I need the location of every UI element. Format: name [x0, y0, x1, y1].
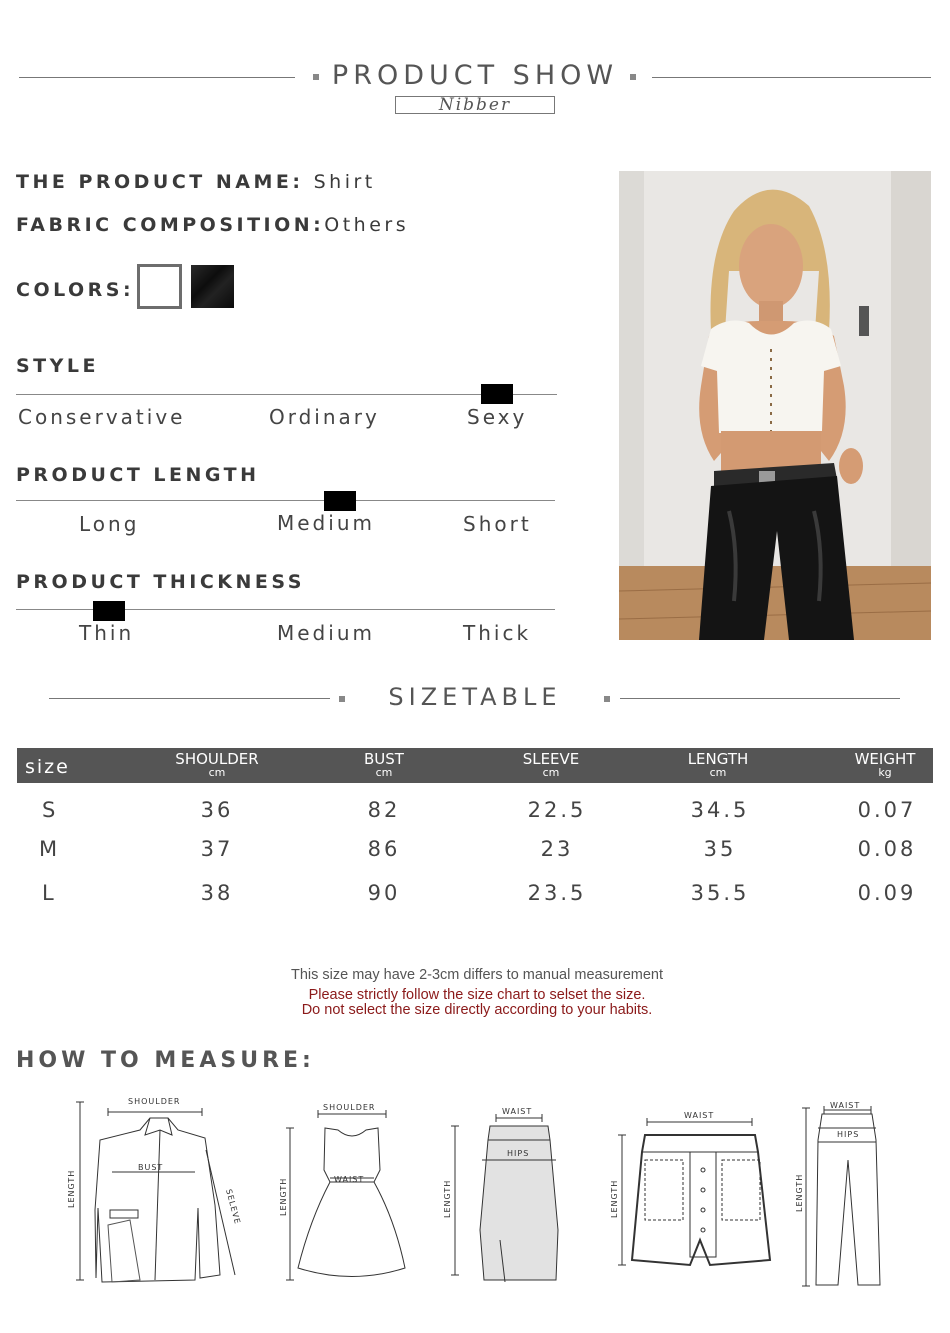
col-shoulder-name: SHOULDER — [175, 750, 259, 768]
how-to-measure-title: HOW TO MEASURE: — [16, 1048, 315, 1073]
style-selected-marker — [481, 384, 513, 404]
label-shoulder-dress: SHOULDER — [323, 1103, 376, 1112]
length-option-long: Long — [79, 512, 140, 536]
size-column-header: size — [25, 756, 70, 778]
cell-m-bust: 86 — [367, 837, 401, 861]
header-rule-right — [652, 77, 931, 78]
col-sleeve-unit: cm — [542, 766, 560, 779]
fabric-label: FABRIC COMPOSITION: — [16, 214, 325, 236]
cell-m-shoulder: 37 — [200, 837, 234, 861]
header-dot-right — [630, 74, 636, 80]
label-hips-skirt: HIPS — [507, 1149, 530, 1158]
thickness-option-medium: Medium — [277, 621, 375, 645]
label-length-shorts: LENGTH — [610, 1179, 619, 1218]
label-length-dress: LENGTH — [279, 1177, 288, 1216]
cell-l-bust: 90 — [367, 881, 401, 905]
cell-s-weight: 0.07 — [857, 798, 917, 822]
product-name-value: Shirt — [313, 171, 376, 193]
label-length-pants: LENGTH — [795, 1173, 804, 1212]
row-size-l: L — [42, 881, 54, 905]
size-table-header — [17, 748, 933, 783]
length-label: PRODUCT LENGTH — [16, 464, 260, 486]
size-warning — [0, 988, 950, 1018]
label-hips-pants: HIPS — [837, 1130, 860, 1139]
page-title: PRODUCT SHOW — [331, 60, 619, 91]
color-swatch-black[interactable] — [191, 265, 234, 308]
label-length-jacket: LENGTH — [67, 1169, 76, 1208]
length-option-short: Short — [463, 512, 532, 536]
col-bust-name: BUST — [364, 750, 404, 768]
col-shoulder-unit: cm — [208, 766, 226, 779]
style-scale-line — [16, 394, 557, 395]
label-waist-pants: WAIST — [830, 1101, 861, 1110]
product-name-label: THE PRODUCT NAME: — [16, 171, 304, 193]
label-shoulder-jacket: SHOULDER — [128, 1097, 181, 1106]
col-header-shoulder — [157, 752, 277, 779]
shorts-diagram — [618, 1118, 770, 1265]
cell-l-length: 35.5 — [690, 881, 750, 905]
product-name-row — [16, 171, 376, 193]
thickness-selected-marker — [93, 601, 125, 621]
measurement-note: This size may have 2-3cm differs to manual measurement — [290, 967, 664, 983]
measurement-diagrams — [0, 1090, 950, 1300]
cell-l-shoulder: 38 — [200, 881, 234, 905]
fabric-row — [16, 214, 409, 236]
length-scale-line — [16, 500, 555, 501]
color-swatch-white[interactable] — [137, 264, 182, 309]
style-option-ordinary: Ordinary — [269, 405, 380, 429]
sizetable-rule-right — [620, 698, 900, 699]
cell-m-length: 35 — [703, 837, 737, 861]
label-waist-skirt: WAIST — [502, 1107, 533, 1116]
label-waist-shorts: WAIST — [684, 1111, 715, 1120]
length-option-medium: Medium — [277, 511, 375, 535]
label-waist-dress: WAIST — [334, 1175, 365, 1184]
col-bust-unit: cm — [375, 766, 393, 779]
col-header-sleeve — [491, 752, 611, 779]
cell-l-sleeve: 23.5 — [527, 881, 587, 905]
product-photo — [619, 171, 931, 640]
col-sleeve-name: SLEEVE — [522, 750, 580, 768]
size-warning-line1: Please strictly follow the size chart to selset the size. — [308, 987, 646, 1003]
style-label: STYLE — [16, 355, 99, 377]
style-option-sexy: Sexy — [467, 405, 528, 429]
col-header-weight — [825, 752, 945, 779]
cell-l-weight: 0.09 — [857, 881, 917, 905]
skirt-diagram — [451, 1114, 558, 1282]
size-warning-line2: Do not select the size directly according to your habits. — [301, 1002, 653, 1018]
col-header-length — [658, 752, 778, 779]
thickness-label: PRODUCT THICKNESS — [16, 571, 305, 593]
fabric-value: Others — [324, 214, 410, 236]
cell-s-shoulder: 36 — [200, 798, 234, 822]
thickness-option-thick: Thick — [463, 621, 532, 645]
jacket-diagram — [76, 1102, 235, 1282]
cell-m-sleeve: 23 — [540, 837, 574, 861]
label-bust: BUST — [138, 1163, 164, 1172]
thickness-option-thin: Thin — [79, 621, 135, 645]
style-option-conservative: Conservative — [18, 405, 186, 429]
col-weight-name: WEIGHT — [854, 750, 916, 768]
cell-s-length: 34.5 — [690, 798, 750, 822]
colors-label: COLORS: — [16, 279, 135, 301]
col-length-unit: cm — [709, 766, 727, 779]
row-size-m: M — [39, 837, 58, 861]
label-sleeve: SELEVE — [224, 1188, 243, 1226]
cell-s-sleeve: 22.5 — [527, 798, 587, 822]
row-size-s: S — [42, 798, 56, 822]
cell-s-bust: 82 — [367, 798, 401, 822]
model-illustration — [619, 171, 931, 640]
label-length-skirt: LENGTH — [443, 1179, 452, 1218]
brand-name: Nibber — [395, 96, 555, 114]
col-weight-unit: kg — [878, 766, 892, 779]
sizetable-dot-right — [604, 696, 610, 702]
col-header-bust — [324, 752, 444, 779]
dress-diagram — [286, 1110, 405, 1280]
cell-m-weight: 0.08 — [857, 837, 917, 861]
col-length-name: LENGTH — [687, 750, 749, 768]
length-selected-marker — [324, 491, 356, 511]
sizetable-title: SIZETABLE — [388, 683, 562, 711]
